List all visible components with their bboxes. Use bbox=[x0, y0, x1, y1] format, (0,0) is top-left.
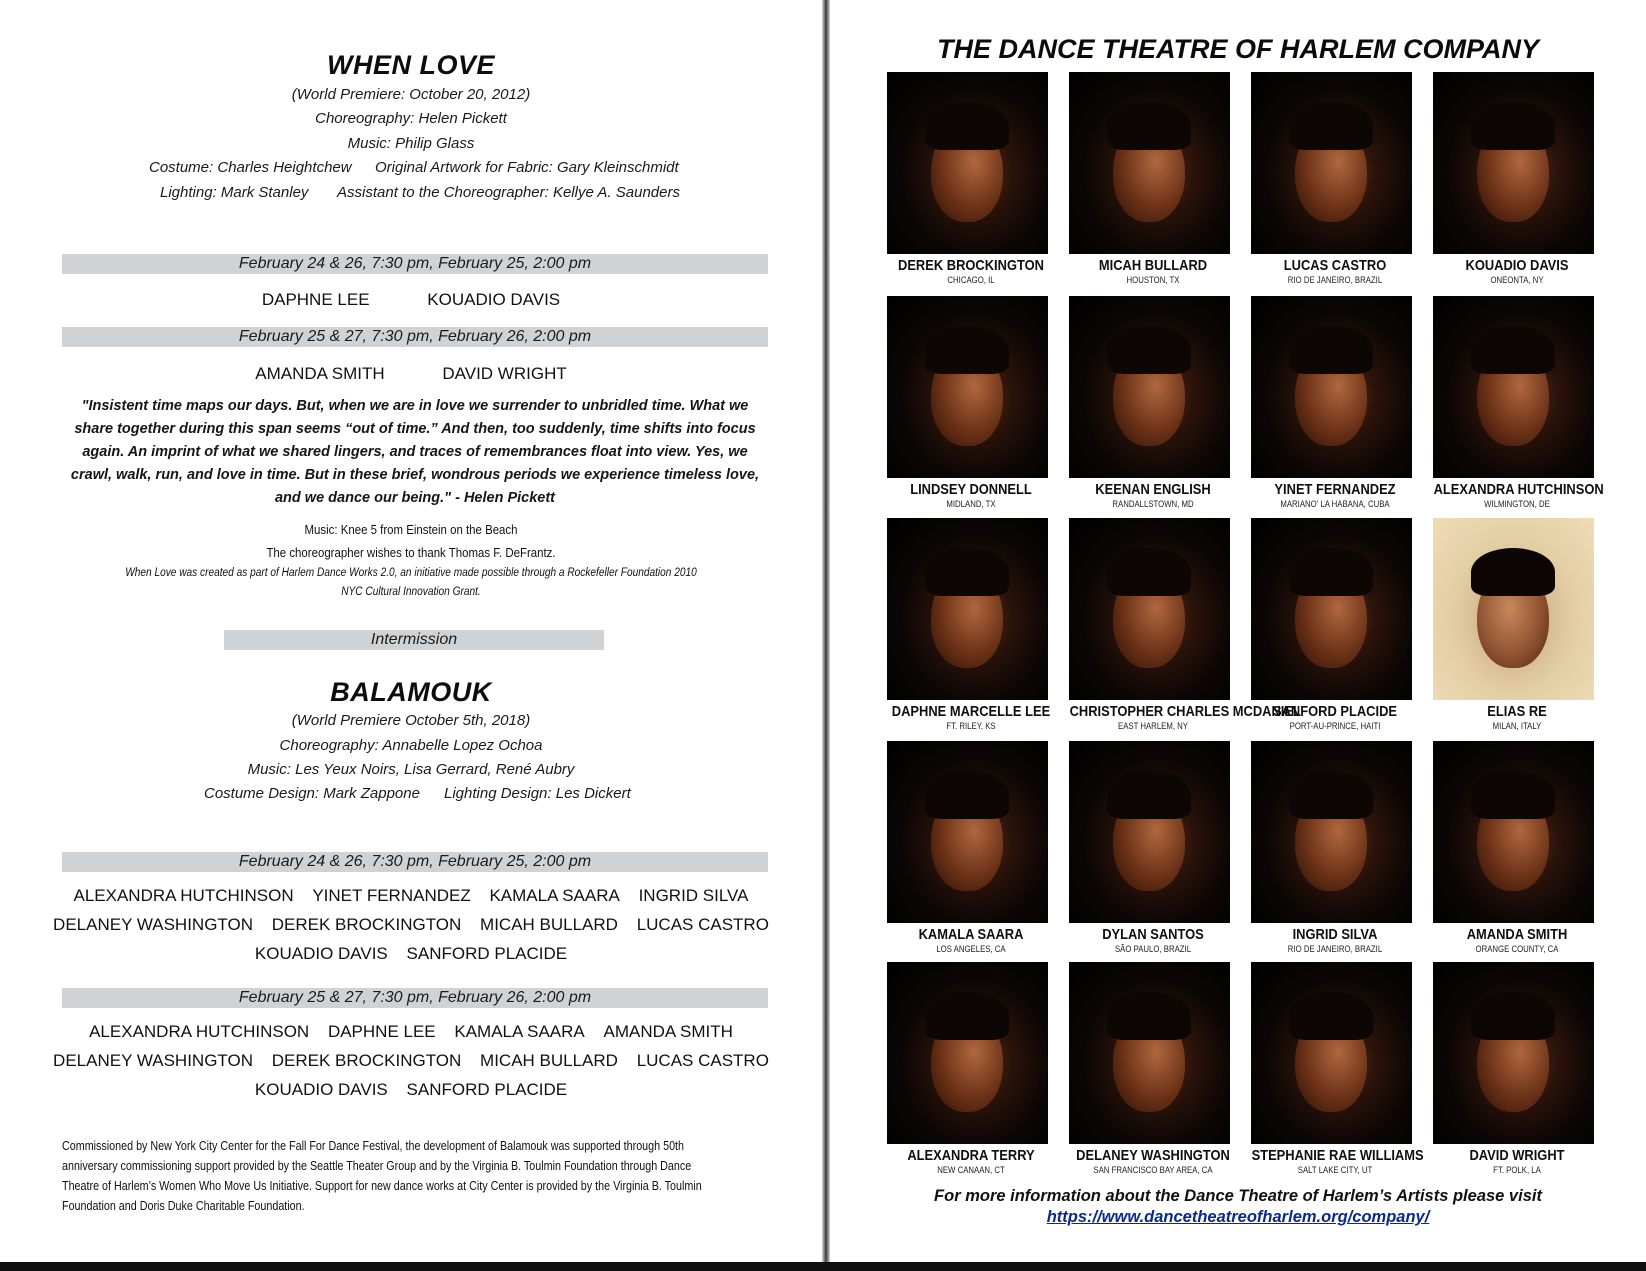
dancer-hometown: NEW CANAAN, CT bbox=[937, 1165, 1005, 1176]
cast-name: DAVID WRIGHT bbox=[442, 364, 567, 383]
dancer-name: DELANEY WASHINGTON bbox=[1076, 1147, 1230, 1164]
cast-name: INGRID SILVA bbox=[638, 886, 749, 905]
dancer-name: STEPHANIE RAE WILLIAMS bbox=[1251, 1147, 1424, 1164]
when-love-costume: Costume: Charles Heightchew bbox=[149, 159, 352, 176]
dancer-name: AMANDA SMITH bbox=[1466, 926, 1568, 943]
when-love-cast-2 bbox=[0, 364, 822, 384]
dancer-photo bbox=[887, 296, 1048, 478]
cast-name: KOUADIO DAVIS bbox=[254, 1080, 388, 1099]
dancer-card bbox=[874, 72, 1054, 294]
dancer-name: CHRISTOPHER CHARLES MCDANIEL bbox=[1069, 703, 1301, 720]
cast-name: SANFORD PLACIDE bbox=[406, 1080, 568, 1099]
footnote-line: Theatre of Harlem’s Women Who Move Us Initiative. Support for new dance works at City Center is provided by the Virginia B. Toulmin bbox=[62, 1179, 702, 1193]
portrait-hair bbox=[925, 102, 1009, 150]
cast-name: AMANDA SMITH bbox=[603, 1022, 733, 1041]
quote-line: again. An imprint of what we shared lingers, and traces of remembrances float into view. Yes, we bbox=[82, 444, 748, 460]
portrait-hair bbox=[925, 548, 1009, 596]
balamouk-choreography: Choreography: Annabelle Lopez Ochoa bbox=[279, 737, 543, 754]
dancer-name: LINDSEY DONNELL bbox=[910, 481, 1032, 498]
more-info-text: For more information about the Dance Theatre of Harlem’s Artists please visit bbox=[934, 1187, 1542, 1205]
dancer-hometown: SÃO PAULO, BRAZIL bbox=[1114, 944, 1192, 955]
cast-name: LUCAS CASTRO bbox=[636, 915, 769, 934]
when-love-lighting: Lighting: Mark Stanley bbox=[160, 184, 309, 201]
quote-line: "Insistent time maps our days. But, when we are in love we surrender to unbridled time. What we bbox=[81, 398, 749, 414]
when-love-quote bbox=[60, 395, 770, 510]
when-love-created-note-2: NYC Cultural Innovation Grant. bbox=[341, 586, 481, 598]
dancer-name: ELIAS RE bbox=[1487, 703, 1547, 720]
dancer-hometown: FT. POLK, LA bbox=[1493, 1165, 1541, 1176]
dancer-hometown: PORT-AU-PRINCE, HAITI bbox=[1289, 721, 1381, 732]
right-page bbox=[830, 0, 1646, 1262]
company-url-link[interactable]: https://www.dancetheatreofharlem.org/company/ bbox=[1046, 1208, 1430, 1226]
when-love-created-note-1: When Love was created as part of Harlem Dance Works 2.0, an initiative made possible through a Rockefeller Foundation 2010 bbox=[125, 567, 697, 579]
cast-name: AMANDA SMITH bbox=[255, 364, 385, 383]
dancer-hometown: MIDLAND, TX bbox=[946, 499, 996, 510]
dancer-name: DAPHNE MARCELLE LEE bbox=[891, 703, 1051, 720]
dancer-card bbox=[1238, 72, 1418, 294]
dancer-photo bbox=[1251, 962, 1412, 1144]
portrait-hair bbox=[1289, 771, 1373, 819]
dancer-card bbox=[1420, 962, 1600, 1184]
dancer-card bbox=[1420, 296, 1604, 518]
dancer-name: YINET FERNANDEZ bbox=[1274, 481, 1396, 498]
cast-name: KOUADIO DAVIS bbox=[427, 290, 561, 309]
when-love-thanks: The choreographer wishes to thank Thomas F. DeFrantz. bbox=[266, 545, 556, 560]
dancer-hometown: ORANGE COUNTY, CA bbox=[1475, 944, 1559, 955]
dancer-card bbox=[1056, 741, 1236, 963]
page-fold bbox=[822, 0, 830, 1262]
footnote-line: Foundation and Doris Duke Charitable Foundation. bbox=[62, 1199, 305, 1213]
dancer-photo bbox=[1069, 741, 1230, 923]
cast-name: ALEXANDRA HUTCHINSON bbox=[89, 1022, 310, 1041]
dancer-name: ALEXANDRA HUTCHINSON bbox=[1433, 481, 1604, 498]
balamouk-lighting: Lighting Design: Les Dickert bbox=[444, 785, 631, 802]
cast-name: KOUADIO DAVIS bbox=[254, 944, 388, 963]
cast-name: DELANEY WASHINGTON bbox=[53, 1051, 253, 1070]
dancer-card bbox=[1238, 518, 1418, 740]
dancer-name: KEENAN ENGLISH bbox=[1095, 481, 1211, 498]
dancer-name: DYLAN SANTOS bbox=[1102, 926, 1204, 943]
portrait-hair bbox=[1471, 102, 1555, 150]
cast-name: DEREK BROCKINGTON bbox=[271, 915, 462, 934]
cast-name: MICAH BULLARD bbox=[480, 1051, 618, 1070]
balamouk-cast-1-row-2 bbox=[0, 915, 822, 935]
dancer-photo bbox=[1433, 296, 1594, 478]
dancer-photo bbox=[1433, 518, 1594, 700]
dancer-card bbox=[1420, 741, 1600, 963]
cast-name: DAPHNE LEE bbox=[327, 1022, 436, 1041]
balamouk-date-band-1: February 24 & 26, 7:30 pm, February 25, 2:00 pm bbox=[62, 852, 768, 872]
dancer-name: MICAH BULLARD bbox=[1098, 257, 1208, 274]
portrait-hair bbox=[925, 771, 1009, 819]
cast-name: ALEXANDRA HUTCHINSON bbox=[73, 886, 294, 905]
dancer-photo bbox=[1251, 518, 1412, 700]
dancer-card bbox=[874, 296, 1054, 518]
dancer-hometown: MARIANO' LA HABANA, CUBA bbox=[1280, 499, 1390, 510]
dancer-name: LUCAS CASTRO bbox=[1283, 257, 1387, 274]
dancer-hometown: RANDALLSTOWN, MD bbox=[1112, 499, 1194, 510]
dancer-name: SANFORD PLACIDE bbox=[1272, 703, 1397, 720]
cast-name: KAMALA SAARA bbox=[489, 886, 620, 905]
dancer-photo bbox=[1069, 296, 1230, 478]
when-love-music: Music: Philip Glass bbox=[347, 135, 475, 152]
dancer-photo bbox=[1251, 741, 1412, 923]
dancer-card bbox=[874, 962, 1054, 1184]
cast-name: DELANEY WASHINGTON bbox=[53, 915, 253, 934]
dancer-photo bbox=[1069, 962, 1230, 1144]
dancer-photo bbox=[1433, 72, 1594, 254]
cast-name: LUCAS CASTRO bbox=[636, 1051, 769, 1070]
portrait-hair bbox=[1289, 548, 1373, 596]
dancer-hometown: RIO DE JANEIRO, BRAZIL bbox=[1287, 944, 1383, 955]
dancer-card bbox=[1420, 518, 1600, 740]
dancer-photo bbox=[1251, 296, 1412, 478]
dancer-hometown: HOUSTON, TX bbox=[1126, 275, 1180, 286]
left-page bbox=[0, 0, 822, 1262]
footnote-line: anniversary commissioning support provided by the Seattle Theater Group and by the Virginia B. Toulmin Foundation through Dance bbox=[62, 1159, 692, 1173]
balamouk-footnote bbox=[62, 1136, 822, 1216]
balamouk-cast-1-row-3 bbox=[0, 944, 822, 964]
when-love-premiere: (World Premiere: October 20, 2012) bbox=[291, 86, 531, 103]
dancer-photo bbox=[1433, 741, 1594, 923]
dancer-photo bbox=[887, 741, 1048, 923]
dancer-name: KOUADIO DAVIS bbox=[1465, 257, 1569, 274]
balamouk-date-band-2: February 25 & 27, 7:30 pm, February 26, 2:00 pm bbox=[62, 988, 768, 1008]
portrait-hair bbox=[1289, 102, 1373, 150]
cast-name: DAPHNE LEE bbox=[261, 290, 370, 309]
dancer-hometown: CHICAGO, IL bbox=[947, 275, 995, 286]
when-love-cast-1 bbox=[0, 290, 822, 310]
portrait-hair bbox=[1289, 992, 1373, 1040]
dancer-name: KAMALA SAARA bbox=[918, 926, 1024, 943]
intermission-band: Intermission bbox=[224, 630, 604, 650]
cast-name: MICAH BULLARD bbox=[480, 915, 618, 934]
dancer-hometown: MILAN, ITALY bbox=[1492, 721, 1542, 732]
cast-name: SANFORD PLACIDE bbox=[406, 944, 568, 963]
balamouk-costume: Costume Design: Mark Zappone bbox=[204, 785, 420, 802]
cast-name: DEREK BROCKINGTON bbox=[271, 1051, 462, 1070]
dancer-name: ALEXANDRA TERRY bbox=[907, 1147, 1035, 1164]
dancer-card bbox=[1056, 72, 1236, 294]
dancer-hometown: SAN FRANCISCO BAY AREA, CA bbox=[1093, 1165, 1213, 1176]
portrait-hair bbox=[1107, 992, 1191, 1040]
balamouk-cast-2-row-1 bbox=[0, 1022, 822, 1042]
dancer-hometown: EAST HARLEM, NY bbox=[1117, 721, 1188, 732]
dancer-hometown: ONEONTA, NY bbox=[1490, 275, 1544, 286]
quote-line: share together during this span seems “out of time.” And then, too suddenly, time shifts into focus bbox=[74, 421, 756, 437]
portrait-hair bbox=[1471, 992, 1555, 1040]
when-love-date-band-2: February 25 & 27, 7:30 pm, February 26, 2:00 pm bbox=[62, 327, 768, 347]
quote-line: and we dance our being." - Helen Pickett bbox=[274, 490, 556, 506]
balamouk-cast-2-row-3 bbox=[0, 1080, 822, 1100]
balamouk-cast-2-row-2 bbox=[0, 1051, 822, 1071]
dancer-hometown: LOS ANGELES, CA bbox=[936, 944, 1006, 955]
dancer-card bbox=[1238, 741, 1418, 963]
footnote-line: Commissioned by New York City Center for the Fall For Dance Festival, the development of Balamouk was supported through 50th bbox=[62, 1139, 685, 1153]
dancer-photo bbox=[1251, 72, 1412, 254]
when-love-music-note: Music: Knee 5 from Einstein on the Beach bbox=[304, 522, 518, 537]
dancer-card bbox=[1056, 296, 1236, 518]
dancer-hometown: FT. RILEY, KS bbox=[946, 721, 996, 732]
portrait-hair bbox=[1107, 326, 1191, 374]
portrait-hair bbox=[1471, 771, 1555, 819]
portrait-hair bbox=[925, 992, 1009, 1040]
when-love-assistant: Assistant to the Choreographer: Kellye A. Saunders bbox=[337, 184, 680, 201]
dancer-card bbox=[1056, 962, 1236, 1184]
balamouk-premiere: (World Premiere October 5th, 2018) bbox=[291, 712, 531, 729]
when-love-title: WHEN LOVE bbox=[326, 50, 495, 80]
bottom-edge bbox=[0, 1262, 1646, 1271]
dancer-card bbox=[874, 741, 1054, 963]
balamouk-cast-1-row-1 bbox=[0, 886, 822, 906]
portrait-hair bbox=[1471, 548, 1555, 596]
portrait-hair bbox=[925, 326, 1009, 374]
when-love-choreography: Choreography: Helen Pickett bbox=[315, 110, 507, 127]
portrait-hair bbox=[1107, 771, 1191, 819]
dancer-card bbox=[1056, 518, 1301, 740]
dancer-card bbox=[874, 518, 1054, 740]
balamouk-title: BALAMOUK bbox=[330, 677, 492, 707]
portrait-hair bbox=[1471, 326, 1555, 374]
when-love-artwork: Original Artwork for Fabric: Gary Kleinschmidt bbox=[375, 159, 679, 176]
dancer-hometown: SALT LAKE CITY, UT bbox=[1297, 1165, 1373, 1176]
dancer-card bbox=[1238, 962, 1424, 1184]
dancer-hometown: WILMINGTON, DE bbox=[1484, 499, 1550, 510]
when-love-date-band-1: February 24 & 26, 7:30 pm, February 25, 2:00 pm bbox=[62, 254, 768, 274]
balamouk-music: Music: Les Yeux Noirs, Lisa Gerrard, René Aubry bbox=[247, 761, 575, 778]
portrait-hair bbox=[1107, 102, 1191, 150]
quote-line: crawl, walk, run, and love in time. But in these brief, wondrous periods we experience timeless love, bbox=[70, 467, 760, 483]
dancer-photo bbox=[1433, 962, 1594, 1144]
dancer-name: DEREK BROCKINGTON bbox=[898, 257, 1044, 274]
dancer-photo bbox=[887, 72, 1048, 254]
dancer-photo bbox=[887, 962, 1048, 1144]
dancer-name: INGRID SILVA bbox=[1292, 926, 1378, 943]
cast-name: KAMALA SAARA bbox=[454, 1022, 585, 1041]
dancer-photo bbox=[1069, 518, 1230, 700]
portrait-hair bbox=[1289, 326, 1373, 374]
dancer-photo bbox=[1069, 72, 1230, 254]
dancer-card bbox=[1420, 72, 1600, 294]
dancer-card bbox=[1238, 296, 1418, 518]
cast-name: YINET FERNANDEZ bbox=[312, 886, 471, 905]
dancer-hometown: RIO DE JANEIRO, BRAZIL bbox=[1287, 275, 1383, 286]
dancer-photo bbox=[887, 518, 1048, 700]
company-title: THE DANCE THEATRE OF HARLEM COMPANY bbox=[937, 34, 1539, 64]
dancer-name: DAVID WRIGHT bbox=[1469, 1147, 1565, 1164]
portrait-hair bbox=[1107, 548, 1191, 596]
